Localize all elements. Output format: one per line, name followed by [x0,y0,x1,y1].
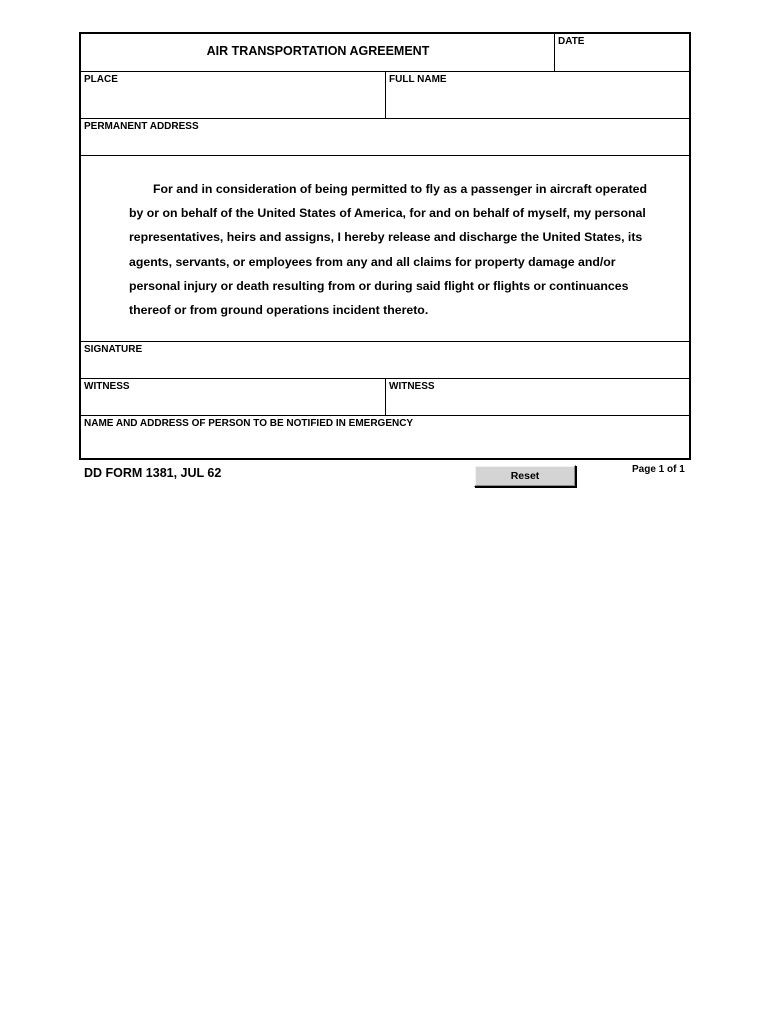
place-name-row [81,72,689,119]
permanent-address-label: PERMANENT ADDRESS [84,121,199,132]
witness-1-cell [81,379,386,415]
page-indicator: Page 1 of 1 [632,464,685,475]
witness-row [81,379,689,416]
reset-button[interactable]: Reset [474,465,576,487]
signature-field[interactable] [83,358,687,376]
place-cell [81,72,386,118]
full-name-field[interactable] [388,88,687,116]
agreement-text-row [81,156,689,342]
place-field[interactable] [83,88,383,116]
signature-label: SIGNATURE [84,344,143,355]
full-name-cell [386,72,689,118]
full-name-label: FULL NAME [389,74,447,85]
witness-2-cell [386,379,689,415]
signature-cell [81,342,689,378]
place-label: PLACE [84,74,118,85]
emergency-contact-cell [81,416,689,460]
title-row [81,34,689,72]
date-field[interactable] [557,50,687,69]
signature-row [81,342,689,379]
emergency-contact-row [81,416,689,460]
agreement-text: For and in consideration of being permitted to fly as a passenger in aircraft operated by or on behalf of the United States of America, for and on behalf of myself, my personal representatives, heirs and assigns, I hereby release and discharge the United States, its agents, servants, or employees from any and all claims for property damage and/or personal injury or death resulting from or during said flight or flights or continuances thereof or from ground operations incident thereto. [129,182,648,318]
witness-2-label: WITNESS [389,381,435,392]
witness-1-label: WITNESS [84,381,130,392]
permanent-address-field[interactable] [83,135,687,153]
witness-1-field[interactable] [83,395,383,413]
form-number: DD FORM 1381, JUL 62 [84,466,222,480]
title-cell [81,34,555,71]
date-label: DATE [558,36,585,47]
form-title: AIR TRANSPORTATION AGREEMENT [206,44,430,58]
air-transportation-agreement-form [79,32,691,460]
date-cell [555,34,689,71]
permanent-address-cell [81,119,689,155]
permanent-address-row [81,119,689,156]
emergency-contact-field[interactable] [83,432,687,458]
witness-2-field[interactable] [388,395,687,413]
emergency-contact-label: NAME AND ADDRESS OF PERSON TO BE NOTIFIED IN EMERGENCY [84,418,414,429]
